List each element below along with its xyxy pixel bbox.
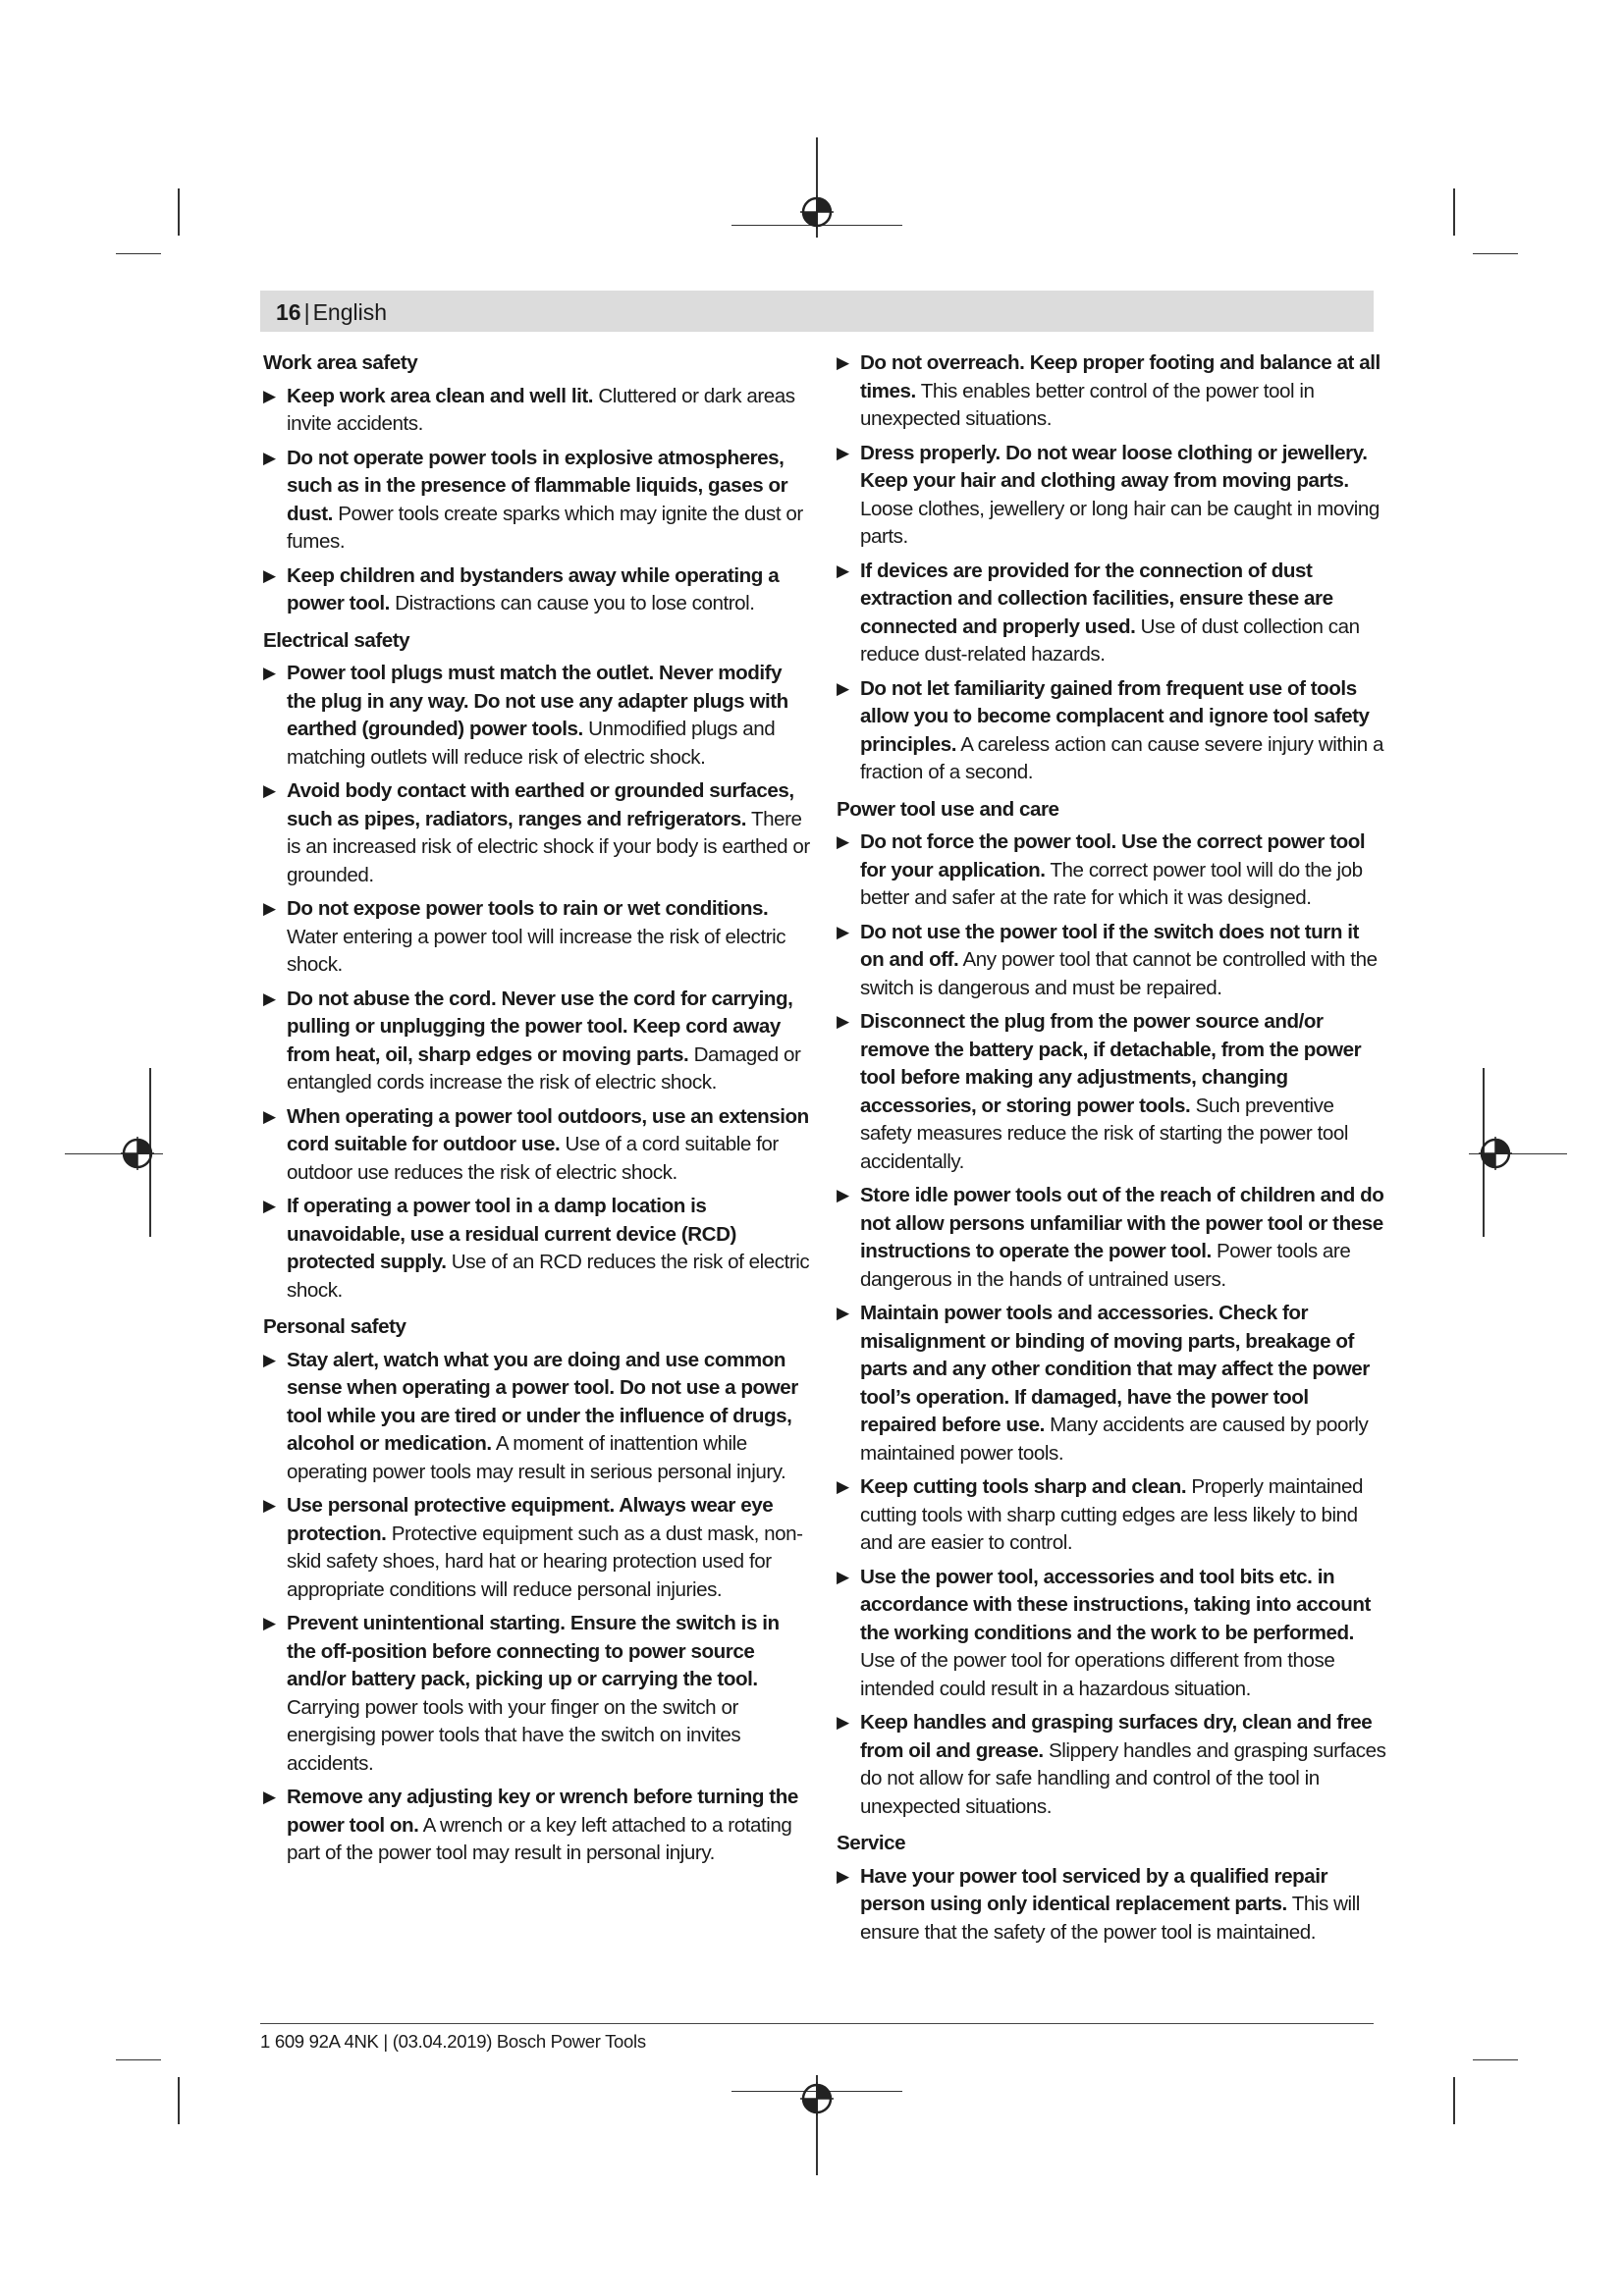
crop-mark (1473, 253, 1518, 254)
safety-item (837, 1182, 1386, 1294)
safety-item-explanation: Any power tool that cannot be controlled with the switch is dangerous and must be repaired. (860, 948, 1378, 999)
bullet-triangle-icon: ▶ (263, 664, 276, 682)
safety-item-instruction: Keep children and bystanders away while operating a power tool. (287, 563, 780, 614)
section-title: Electrical safety (263, 628, 410, 652)
page-header-text (276, 299, 387, 325)
safety-item-instruction: Do not force the power tool. Use the correct power tool for your application. (860, 830, 1366, 881)
safety-item-instruction: Power tool plugs must match the outlet. Never modify the plug in any way. Do not use any adapter plugs with earthed (grounded) power tools. (287, 662, 788, 740)
section-title: Service (837, 1832, 906, 1854)
safety-item-instruction: Use the power tool, accessories and tool bits etc. in accordance with these instructions, taking into account the working conditions and the work to be performed. (860, 1565, 1371, 1644)
safety-item (837, 440, 1386, 552)
crop-mark (1453, 188, 1455, 236)
safety-item-explanation: Power tools create sparks which may ignite the dust or fumes. (287, 502, 803, 553)
safety-item (837, 1863, 1386, 1948)
crop-mark (178, 2077, 180, 2124)
crop-mark (116, 253, 161, 254)
bullet-triangle-icon: ▶ (263, 565, 276, 585)
safety-item (263, 1347, 813, 1487)
safety-item-instruction: When operating a power tool outdoors, use an extension cord suitable for outdoor use. (287, 1104, 809, 1155)
safety-item-explanation: Many accidents are caused by poorly maintained power tools. (860, 1414, 1369, 1465)
safety-item (837, 1300, 1386, 1468)
bullet-triangle-icon: ▶ (837, 1012, 849, 1031)
safety-item-instruction: Store idle power tools out of the reach of children and do not allow persons unfamiliar with the power tool or these instructions to operate the power tool. (860, 1184, 1384, 1262)
bullet-triangle-icon: ▶ (263, 1350, 276, 1369)
crop-mark (1453, 2077, 1455, 2124)
bullet-triangle-icon: ▶ (263, 448, 276, 467)
safety-item-explanation: A careless action can cause severe injury within a fraction of a second. (860, 732, 1383, 783)
safety-item-instruction: Do not abuse the cord. Never use the cord for carrying, pulling or unplugging the power tool. Keep cord away from heat, oil, sharp edges or moving parts. (287, 987, 793, 1066)
safety-item-instruction: Keep handles and grasping surfaces dry, clean and free from oil and grease. (860, 1711, 1373, 1762)
safety-item (263, 777, 813, 889)
registration-target-icon (800, 2082, 834, 2115)
safety-item (837, 828, 1386, 913)
safety-item-explanation: Damaged or entangled cords increase the risk of electric shock. (287, 1042, 801, 1094)
section-title: Personal safety (263, 1315, 406, 1338)
bullet-triangle-icon: ▶ (263, 386, 276, 405)
safety-item-explanation: Properly maintained cutting tools with sharp cutting edges are less likely to bind and are easier to control. (860, 1475, 1364, 1554)
safety-item-explanation: A wrench or a key left attached to a rotating part of the power tool may result in personal injury. (287, 1813, 792, 1864)
bullet-triangle-icon: ▶ (263, 899, 276, 918)
registration-target-icon (800, 195, 834, 229)
bullet-triangle-icon: ▶ (837, 678, 849, 698)
safety-item (263, 895, 813, 980)
bullet-triangle-icon: ▶ (837, 1866, 849, 1886)
footer-rule (260, 2023, 1374, 2024)
safety-item-instruction: Do not use the power tool if the switch does not turn it on and off. (860, 920, 1359, 971)
safety-item-instruction: Disconnect the plug from the power source and/or remove the battery pack, if detachable, from the power tool before making any adjustments, changing accessories, or storing power tools. (860, 1010, 1362, 1117)
safety-item-explanation: This will ensure that the safety of the power tool is maintained. (860, 1893, 1360, 1944)
bullet-triangle-icon: ▶ (837, 1186, 849, 1204)
safety-item (837, 558, 1386, 669)
safety-item-explanation: Such preventive safety measures reduce the risk of starting the power tool accidentally. (860, 1094, 1349, 1173)
safety-item-instruction: Prevent unintentional starting. Ensure the switch is in the off-position before connecting to power source and/or battery pack, picking up or carrying the tool. (287, 1612, 780, 1690)
bullet-triangle-icon: ▶ (837, 922, 849, 941)
safety-item-explanation: Water entering a power tool will increase the risk of electric shock. (287, 925, 786, 976)
safety-item (837, 1473, 1386, 1558)
safety-item (263, 562, 813, 618)
page-footer: 1 609 92A 4NK | (03.04.2019) Bosch Power Tools (260, 2031, 646, 2052)
page-number: 16 (276, 299, 301, 325)
safety-item-explanation: Slippery handles and grasping surfaces do not allow for safe handling and control of the tool in unexpected situations. (860, 1738, 1386, 1818)
safety-item (263, 1610, 813, 1778)
bullet-triangle-icon: ▶ (837, 1477, 849, 1496)
safety-item-instruction: Keep work area clean and well lit. (287, 384, 594, 407)
safety-item (837, 1564, 1386, 1704)
safety-item-explanation: Unmodified plugs and matching outlets will reduce risk of electric shock. (287, 718, 776, 769)
section-title: Power tool use and care (837, 797, 1059, 821)
safety-item-explanation: Power tools are dangerous in the hands of untrained users. (860, 1240, 1351, 1291)
safety-item (263, 1193, 813, 1305)
header-separator: | (303, 299, 310, 325)
safety-item (263, 660, 813, 772)
safety-item-explanation: Distractions can cause you to lose control. (395, 592, 755, 614)
safety-item-explanation: This enables better control of the power tool in unexpected situations. (860, 379, 1315, 430)
bullet-triangle-icon: ▶ (837, 1567, 849, 1586)
section-title: Work area safety (263, 351, 418, 374)
bullet-triangle-icon: ▶ (837, 832, 849, 851)
safety-item (263, 986, 813, 1097)
safety-item-explanation: A moment of inattention while operating power tools may result in serious personal injury. (287, 1432, 786, 1483)
safety-item-instruction: If devices are provided for the connection of dust extraction and collection facilities, ensure these are connected and properly used. (860, 559, 1333, 638)
safety-item-explanation: The correct power tool will do the job better and safer at the rate for which it was designed. (860, 858, 1363, 909)
safety-item-instruction: Do not expose power tools to rain or wet conditions. (287, 897, 769, 920)
safety-item-explanation: Use of a cord suitable for outdoor use reduces the risk of electric shock. (287, 1133, 779, 1184)
safety-item-explanation: Cluttered or dark areas invite accidents. (287, 384, 795, 435)
safety-item (263, 1492, 813, 1604)
safety-item (263, 383, 813, 439)
safety-item (263, 1784, 813, 1868)
bullet-triangle-icon: ▶ (837, 1713, 849, 1732)
safety-item-instruction: Avoid body contact with earthed or grounded surfaces, such as pipes, radiators, ranges and refrigerators. (287, 779, 794, 830)
safety-item-instruction: Do not operate power tools in explosive atmospheres, such as in the presence of flammable liquids, gases or dust. (287, 446, 788, 525)
bullet-triangle-icon: ▶ (837, 353, 849, 372)
registration-target-icon (1479, 1137, 1512, 1170)
registration-target-icon (121, 1137, 154, 1170)
safety-item (837, 1709, 1386, 1821)
bullet-triangle-icon: ▶ (837, 443, 849, 462)
safety-item (837, 919, 1386, 1003)
bullet-triangle-icon: ▶ (263, 1106, 276, 1126)
safety-item-instruction: Stay alert, watch what you are doing and use common sense when operating a power tool. Do not use a power tool while you are tired or under the influence of drugs, alcohol or medication. (287, 1348, 798, 1455)
safety-item-explanation: Use of an RCD reduces the risk of electric shock. (287, 1251, 810, 1302)
safety-item-instruction: Remove any adjusting key or wrench before turning the power tool on. (287, 1786, 798, 1837)
bullet-triangle-icon: ▶ (263, 1197, 276, 1215)
crop-mark (178, 188, 180, 236)
bullet-triangle-icon: ▶ (263, 1788, 276, 1806)
safety-item-instruction: If operating a power tool in a damp location is unavoidable, use a residual current device (RCD) protected supply. (287, 1195, 736, 1273)
safety-item-explanation: Protective equipment such as a dust mask, non-skid safety shoes, hard hat or hearing protection used for appropriate conditions will reduce personal injuries. (287, 1522, 803, 1601)
safety-item-instruction: Use personal protective equipment. Always wear eye protection. (287, 1494, 774, 1545)
safety-item-instruction: Do not let familiarity gained from frequent use of tools allow you to become complacent and ignore tool safety principles. (860, 676, 1370, 756)
safety-item (837, 349, 1386, 434)
bullet-triangle-icon: ▶ (263, 988, 276, 1008)
safety-item-instruction: Maintain power tools and accessories. Check for misalignment or binding of moving parts, breakage of parts and any other condition that may affect the power tool’s operation. If damaged, have the power tool repaired before use. (860, 1302, 1370, 1436)
bullet-triangle-icon: ▶ (837, 1304, 849, 1322)
safety-item-instruction: Keep cutting tools sharp and clean. (860, 1475, 1187, 1498)
safety-item-explanation: Use of dust collection can reduce dust-related hazards. (860, 614, 1360, 666)
safety-item-explanation: Loose clothes, jewellery or long hair can be caught in moving parts. (860, 497, 1380, 548)
safety-item-instruction: Do not overreach. Keep proper footing and balance at all times. (860, 351, 1380, 402)
safety-item-explanation: Carrying power tools with your finger on the switch or energising power tools that have the switch on invites accidents. (287, 1695, 741, 1775)
right-column (837, 349, 1386, 1952)
bullet-triangle-icon: ▶ (837, 561, 849, 580)
bullet-triangle-icon: ▶ (263, 1496, 276, 1515)
safety-item (837, 675, 1386, 787)
safety-item (263, 1103, 813, 1188)
safety-item (837, 1008, 1386, 1176)
bullet-triangle-icon: ▶ (263, 781, 276, 800)
left-column (263, 349, 813, 1874)
safety-item-instruction: Have your power tool serviced by a qualified repair person using only identical replacement parts. (860, 1864, 1328, 1915)
safety-item (263, 445, 813, 557)
bullet-triangle-icon: ▶ (263, 1614, 276, 1632)
crop-mark (116, 2059, 161, 2060)
safety-item-explanation: There is an increased risk of electric shock if your body is earthed or grounded. (287, 807, 810, 886)
safety-item-explanation: Use of the power tool for operations different from those intended could result in a hazardous situation. (860, 1649, 1335, 1700)
page-header (260, 291, 1374, 332)
safety-item-instruction: Dress properly. Do not wear loose clothing or jewellery. Keep your hair and clothing away from moving parts. (860, 441, 1368, 492)
header-language: English (312, 299, 388, 325)
crop-mark (1473, 2059, 1518, 2060)
